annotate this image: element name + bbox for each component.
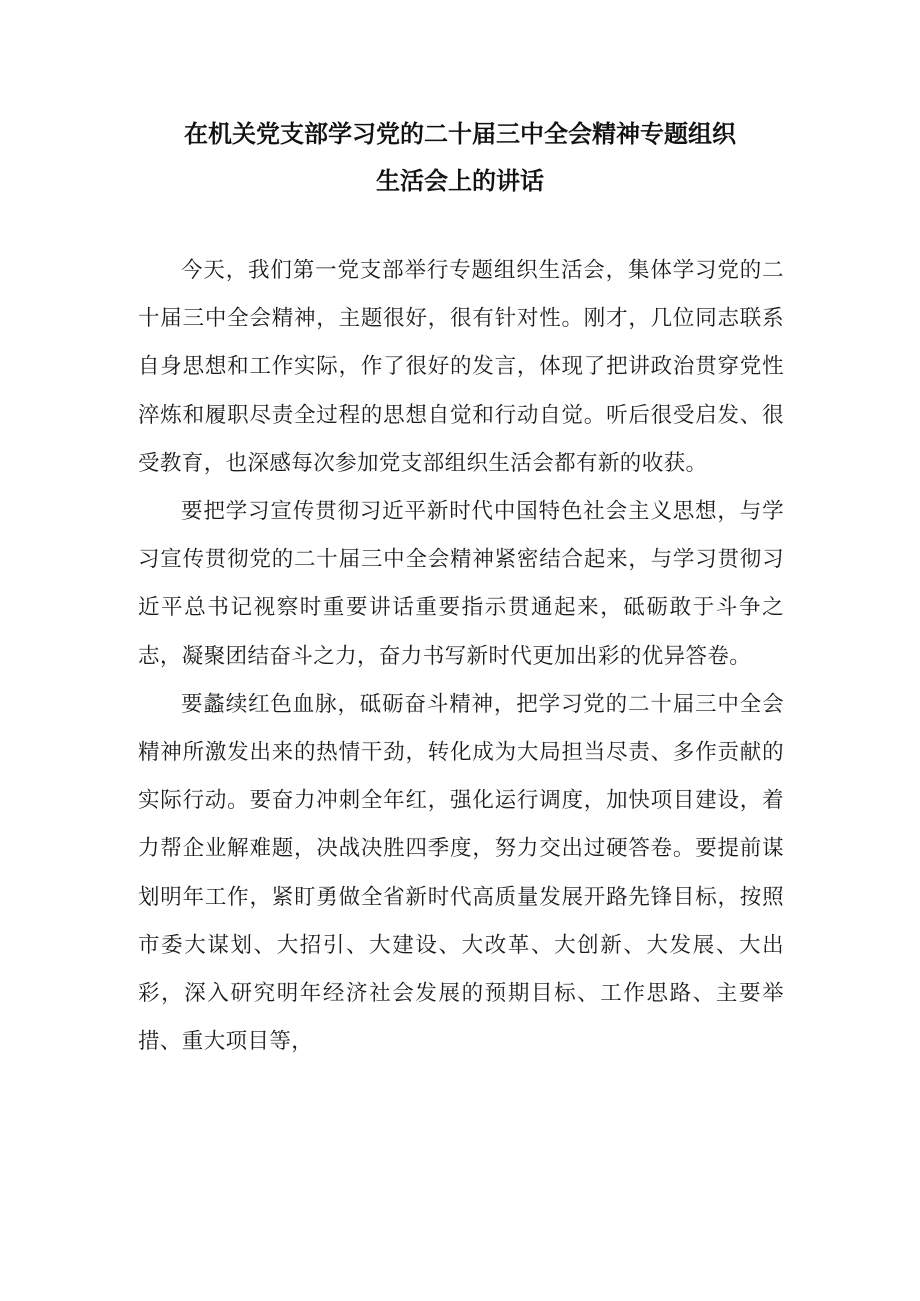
paragraph-3: 要蠡续红色血脉，砥砺奋斗精神，把学习党的二十届三中全会精神所激发出来的热情干劲，转化成为大局担当尽责、多作贡献的实际行动。要奋力冲刺全年红，强化运行调度，加快项目建设，着力帮企业解难题，决战决胜四季度，努力交出过硬答卷。要提前谋划明年工作，紧盯勇做全省新时代高质量发展开路先锋目标，按照市委大谋划、大招引、大建设、大改革、大创新、大发展、大出彩，深入研究明年经济社会发展的预期目标、工作思路、主要举措、重大项目等，: [138, 691, 784, 1055]
document-title-line-1: 在机关党支部学习党的二十届三中全会精神专题组织: [184, 120, 736, 148]
paragraph-1: 今天，我们第一党支部举行专题组织生活会，集体学习党的二十届三中全会精神，主题很好，很有针对性。刚才，几位同志联系自身思想和工作实际，作了很好的发言，体现了把讲政治贯穿党性淬炼和履职尽责全过程的思想自觉和行动自觉。听后很受启发、很受教育，也深感每次参加党支部组织生活会都有新的收获。: [138, 258, 784, 476]
paragraph-2: 要把学习宣传贯彻习近平新时代中国特色社会主义思想，与学习宣传贯彻党的二十届三中全会精神紧密结合起来，与学习贯彻习近平总书记视察时重要讲话重要指示贯通起来，砥砺敢于斗争之志，凝聚团结奋斗之力，奋力书写新时代更加出彩的优异答卷。: [138, 499, 784, 669]
document-title-line-2: 生活会上的讲话: [376, 167, 544, 195]
document-body: [138, 247, 784, 1066]
